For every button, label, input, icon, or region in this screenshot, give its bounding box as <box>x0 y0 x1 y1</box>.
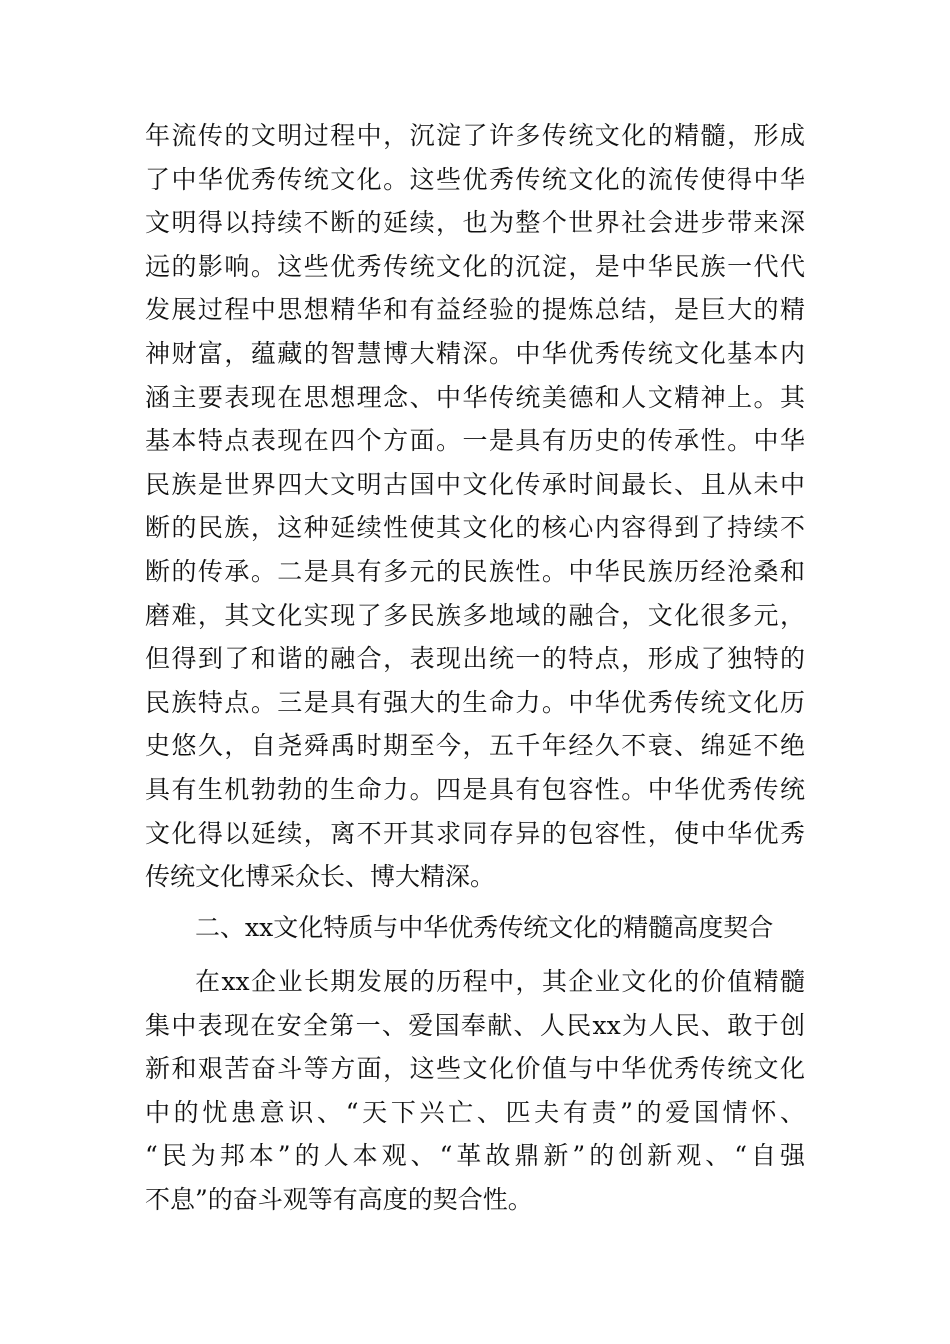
paragraph-line: 发展过程中思想精华和有益经验的提炼总结，是巨大的精 <box>145 295 805 325</box>
paragraph-line: 民族特点。三是具有强大的生命力。中华优秀传统文化历 <box>145 687 805 717</box>
paragraph-line: 文化得以延续，离不开其求同存异的包容性，使中华优秀 <box>145 818 805 848</box>
paragraph-line: 但得到了和谐的融合，表现出统一的特点，形成了独特的 <box>145 644 805 674</box>
paragraph-line: 年流传的文明过程中，沉淀了许多传统文化的精髓，形成 <box>145 121 805 150</box>
paragraph-line: 了中华优秀传统文化。这些优秀传统文化的流传使得中华 <box>145 164 805 194</box>
paragraph-line: 民族是世界四大文明古国中文化传承时间最长、且从未中 <box>145 469 805 499</box>
body-paragraph-1 <box>145 114 805 899</box>
paragraph-line: 新和艰苦奋斗等方面，这些文化价值与中华优秀传统文化 <box>145 1054 805 1084</box>
paragraph-line: 不息”的奋斗观等有高度的契合性。 <box>145 1184 533 1214</box>
paragraph-line: 神财富，蕴藏的智慧博大精深。中华优秀传统文化基本内 <box>145 338 805 368</box>
paragraph-line: 在xx企业长期发展的历程中，其企业文化的价值精髓 <box>195 967 805 996</box>
paragraph-line: 文明得以持续不断的延续，也为整个世界社会进步带来深 <box>145 208 805 238</box>
paragraph-line: 史悠久，自尧舜禹时期至今，五千年经久不衰、绵延不绝 <box>145 731 805 761</box>
body-paragraph-2 <box>145 960 805 1222</box>
paragraph-line: 磨难，其文化实现了多民族多地域的融合，文化很多元， <box>145 600 805 630</box>
paragraph-line: “民为邦本”的人本观、“革故鼎新”的创新观、“自强 <box>145 1141 805 1171</box>
paragraph-line: 集中表现在安全第一、爱国奉献、人民xx为人民、敢于创 <box>145 1010 805 1040</box>
paragraph-line: 断的传承。二是具有多元的民族性。中华民族历经沧桑和 <box>145 556 805 586</box>
section-heading-text: 二、xx文化特质与中华优秀传统文化的精髓高度契合 <box>195 913 774 942</box>
paragraph-line: 断的民族，这种延续性使其文化的核心内容得到了持续不 <box>145 513 805 543</box>
paragraph-line: 传统文化博采众长、博大精深。 <box>145 862 496 892</box>
section-heading <box>145 906 805 950</box>
paragraph-line: 基本特点表现在四个方面。一是具有历史的传承性。中华 <box>145 426 805 456</box>
paragraph-line: 远的影响。这些优秀传统文化的沉淀，是中华民族一代代 <box>145 251 805 281</box>
paragraph-line: 涵主要表现在思想理念、中华传统美德和人文精神上。其 <box>145 382 805 412</box>
paragraph-line: 具有生机勃勃的生命力。四是具有包容性。中华优秀传统 <box>145 774 805 804</box>
paragraph-line: 中的忧患意识、“天下兴亡、匹夫有责”的爱国情怀、 <box>145 1097 805 1127</box>
